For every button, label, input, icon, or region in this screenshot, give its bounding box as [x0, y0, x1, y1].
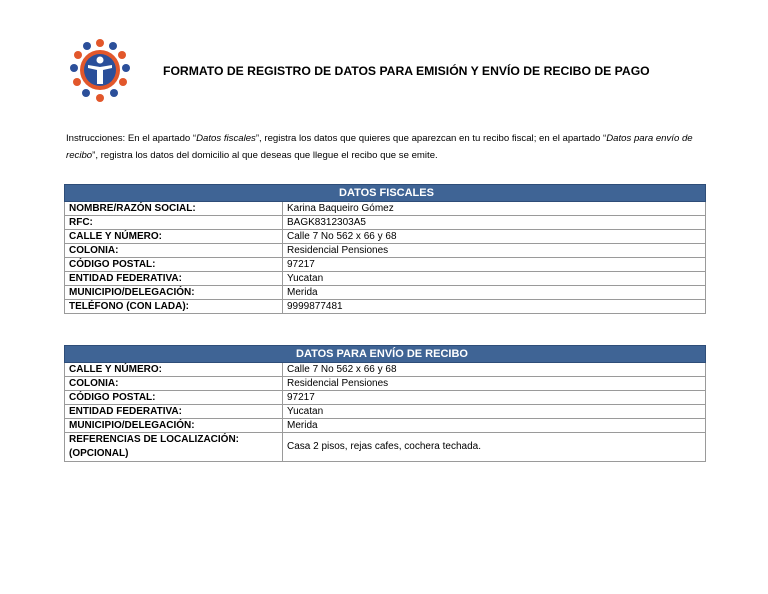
field-value-cp[interactable]: 97217: [283, 391, 706, 405]
table-row: [65, 244, 706, 258]
table-row: [65, 202, 706, 216]
instructions-text: [66, 130, 706, 164]
field-label: CÓDIGO POSTAL:: [65, 258, 283, 272]
field-label: ENTIDAD FEDERATIVA:: [65, 272, 283, 286]
organization-logo: [62, 36, 138, 108]
field-label: ENTIDAD FEDERATIVA:: [65, 405, 283, 419]
field-label: CÓDIGO POSTAL:: [65, 391, 283, 405]
table-row: [65, 419, 706, 433]
envio-heading-cell: [65, 346, 706, 363]
logo-icon: [62, 36, 138, 108]
field-label: CALLE Y NÚMERO:: [65, 230, 283, 244]
field-label: COLONIA:: [65, 377, 283, 391]
field-value-colonia[interactable]: Residencial Pensiones: [283, 377, 706, 391]
table-row: [65, 272, 706, 286]
instructions-emphasis-fiscal: Datos fiscales: [196, 133, 256, 144]
envio-data-table: [64, 345, 706, 462]
table-row: [65, 300, 706, 314]
field-value-entidad[interactable]: Yucatan: [283, 272, 706, 286]
table-row: [65, 377, 706, 391]
field-value-entidad[interactable]: Yucatan: [283, 405, 706, 419]
field-value-rfc[interactable]: BAGK8312303A5: [283, 216, 706, 230]
page-title: FORMATO DE REGISTRO DE DATOS PARA EMISIÓN Y ENVÍO DE RECIBO DE PAGO: [163, 64, 650, 78]
field-label: MUNICIPIO/DELEGACIÓN:: [65, 286, 283, 300]
field-value-telefono[interactable]: 9999877481: [283, 300, 706, 314]
table-row: [65, 286, 706, 300]
fiscal-heading: DATOS FISCALES: [339, 187, 434, 199]
table-row: [65, 405, 706, 419]
field-value-nombre[interactable]: Karina Baqueiro Gómez: [283, 202, 706, 216]
instructions-emphasis-envio: Datos para envío de recibo: [66, 133, 693, 161]
field-label: MUNICIPIO/DELEGACIÓN:: [65, 419, 283, 433]
table-row: [65, 230, 706, 244]
field-label: TELÉFONO (CON LADA):: [65, 300, 283, 314]
table-row: [65, 391, 706, 405]
instructions-part-2: ”, registra los datos que quieres que aparezcan en tu recibo fiscal; en el apartado “: [255, 133, 607, 144]
field-value-municipio[interactable]: Merida: [283, 286, 706, 300]
table-row: [65, 363, 706, 377]
field-value-cp[interactable]: 97217: [283, 258, 706, 272]
envio-heading: DATOS PARA ENVÍO DE RECIBO: [296, 348, 468, 360]
field-value-colonia[interactable]: Residencial Pensiones: [283, 244, 706, 258]
fiscal-data-table: [64, 184, 706, 314]
field-value-municipio[interactable]: Merida: [283, 419, 706, 433]
table-row: [65, 258, 706, 272]
field-label: RFC:: [65, 216, 283, 230]
field-label: REFERENCIAS DE LOCALIZACIÓN: (OPCIONAL): [65, 433, 283, 462]
envio-table-header: [65, 346, 706, 363]
field-label: CALLE Y NÚMERO:: [65, 363, 283, 377]
fiscal-table-header: [65, 185, 706, 202]
instructions-part-1: Instrucciones: En el apartado “: [66, 133, 197, 144]
fiscal-heading-cell: [65, 185, 706, 202]
table-row: [65, 216, 706, 230]
table-row: [65, 433, 706, 462]
field-value-calle[interactable]: Calle 7 No 562 x 66 y 68: [283, 363, 706, 377]
instructions-part-3: ”, registra los datos del domicilio al que deseas que llegue el recibo que se emite.: [92, 150, 438, 161]
field-value-referencias[interactable]: Casa 2 pisos, rejas cafes, cochera techada.: [283, 433, 706, 462]
field-label: COLONIA:: [65, 244, 283, 258]
field-value-calle[interactable]: Calle 7 No 562 x 66 y 68: [283, 230, 706, 244]
field-label: NOMBRE/RAZÓN SOCIAL:: [65, 202, 283, 216]
